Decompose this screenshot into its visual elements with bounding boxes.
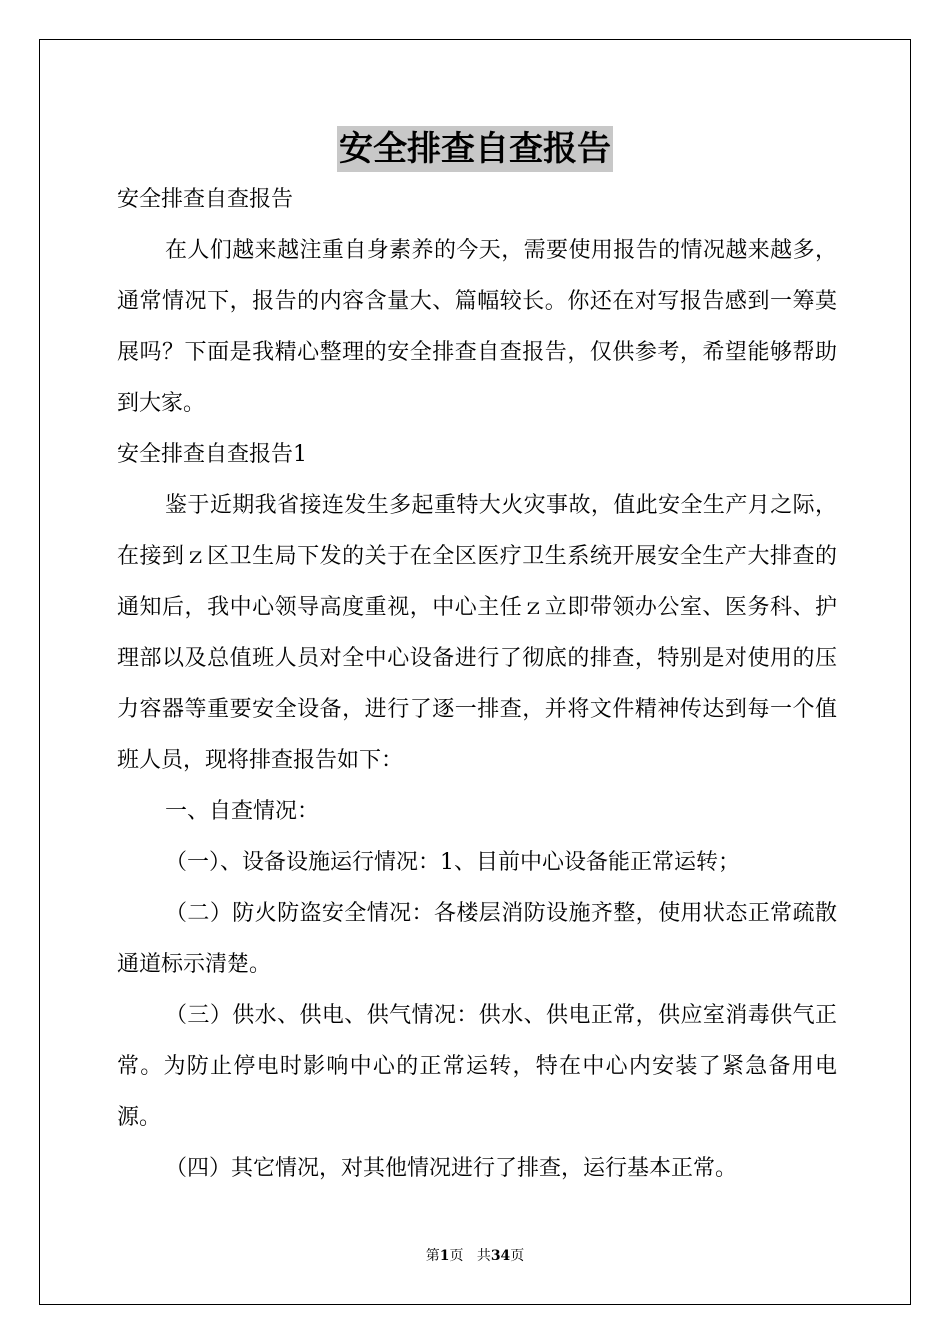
paragraph: 鉴于近期我省接连发生多起重特大火灾事故，值此安全生产月之际，在接到ｚ区卫生局下发的关于在全区医疗卫生系统开展安全生产大排查的通知后，我中心领导高度重视，中心主任ｚ立即带领办公室、医务科、护理部以及总值班人员对全中心设备进行了彻底的排查，特别是对使用的压力容器等重要安全设备，进行了逐一排查，并将文件精神传达到每一个值班人员，现将排查报告如下： xyxy=(117,493,837,773)
paragraph: （四）其它情况，对其他情况进行了排查，运行基本正常。 xyxy=(165,1156,738,1181)
title-container xyxy=(0,126,950,172)
page-footer xyxy=(0,1246,950,1266)
paragraph: 安全排查自查报告 xyxy=(117,187,294,212)
paragraph: （三）供水、供电、供气情况：供水、供电正常，供应室消毒供气正常。为防止停电时影响中心的正常运转，特在中心内安装了紧急备用电源。 xyxy=(117,1003,837,1130)
page-suffix: 页 xyxy=(449,1248,464,1264)
total-suffix: 页 xyxy=(510,1248,525,1264)
paragraph: 在人们越来越注重自身素养的今天，需要使用报告的情况越来越多，通常情况下，报告的内容含量大、篇幅较长。你还在对写报告感到一筹莫展吗？下面是我精心整理的安全排查自查报告，仅供参考，希望能够帮助到大家。 xyxy=(117,238,837,416)
total-pages: 34 xyxy=(490,1248,511,1264)
paragraph: 一、自查情况： xyxy=(165,799,320,824)
page-number: 1 xyxy=(439,1248,450,1264)
paragraph: （一）、设备设施运行情况：1、目前中心设备能正常运转； xyxy=(165,850,740,875)
paragraph: 安全排查自查报告1 xyxy=(117,442,307,467)
total-prefix: 共 xyxy=(476,1248,491,1264)
page-prefix: 第 xyxy=(425,1248,440,1264)
document-title: 安全排查自查报告 xyxy=(337,126,613,172)
paragraph: （二）防火防盗安全情况：各楼层消防设施齐整，使用状态正常疏散通道标示清楚。 xyxy=(117,901,837,977)
document-body xyxy=(117,174,837,1194)
